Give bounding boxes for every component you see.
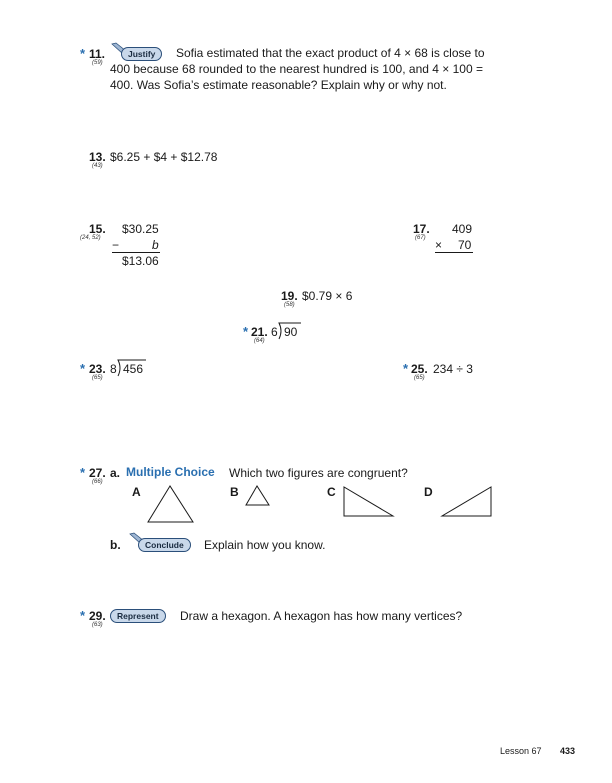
problem-number: 11.	[89, 47, 106, 61]
justify-tag: Justify	[121, 47, 162, 61]
part-b-label: b.	[110, 538, 121, 552]
times-sign: ×	[435, 238, 443, 252]
problem-number: 29.	[89, 609, 106, 623]
problem-text: Explain how you know.	[204, 538, 326, 552]
problem-text: Which two figures are congruent?	[229, 466, 408, 480]
star-marker: *	[80, 46, 86, 61]
minus-sign: −	[112, 238, 120, 252]
multiplier: 70	[458, 238, 472, 252]
figure-label-b: B	[230, 485, 239, 499]
multiplicand: 409	[452, 222, 473, 236]
problem-text: $0.79 × 6	[302, 289, 353, 303]
lesson-ref: (65)	[414, 375, 425, 381]
multiple-choice-label: Multiple Choice	[126, 465, 215, 479]
lesson-ref: (24, 52)	[80, 235, 101, 241]
problem-number: 21.	[251, 325, 268, 339]
figure-label-a: A	[132, 485, 141, 499]
triangle-b-icon	[244, 485, 272, 507]
divisor: 6	[271, 325, 278, 339]
problem-number: 15.	[89, 222, 106, 236]
star-marker: *	[80, 465, 86, 480]
dividend: 90	[284, 325, 298, 339]
lesson-ref: (66)	[92, 479, 103, 485]
variable-b: b	[152, 238, 159, 252]
lesson-ref: (58)	[284, 302, 295, 308]
figure-label-d: D	[424, 485, 433, 499]
triangle-c-icon	[342, 485, 396, 519]
lesson-ref: (65)	[92, 375, 103, 381]
problem-text: 400 because 68 rounded to the nearest hundred is 100, and 4 × 100 =	[110, 62, 483, 76]
difference: $13.06	[122, 254, 159, 268]
lesson-ref: (63)	[92, 622, 103, 628]
problem-number: 17.	[413, 222, 430, 236]
part-a-label: a.	[110, 466, 121, 480]
problem-text: 400. Was Sofia’s estimate reasonable? Explain why or why not.	[110, 78, 447, 92]
problem-number: 13.	[89, 150, 106, 164]
problem-number: 27.	[89, 466, 106, 480]
conclude-tag: Conclude	[138, 538, 191, 552]
lesson-label: Lesson 67	[500, 746, 542, 756]
represent-tag: Represent	[110, 609, 166, 623]
minuend: $30.25	[122, 222, 159, 236]
answer-line	[435, 252, 473, 253]
figure-label-c: C	[327, 485, 336, 499]
star-marker: *	[80, 608, 86, 623]
lesson-ref: (67)	[415, 235, 426, 241]
page-number: 433	[560, 746, 576, 756]
problem-number: 23.	[89, 362, 106, 376]
lesson-ref: (43)	[92, 163, 103, 169]
problem-number: 19.	[281, 289, 298, 303]
problem-number: 25.	[411, 362, 428, 376]
star-marker: *	[80, 361, 86, 376]
problem-text: Sofia estimated that the exact product of 4 × 68 is close to	[176, 46, 485, 60]
divisor: 8	[110, 362, 117, 376]
problem-text: Draw a hexagon. A hexagon has how many vertices?	[180, 609, 463, 623]
lesson-ref: (64)	[254, 338, 265, 344]
lesson-ref: (59)	[92, 60, 103, 66]
triangle-d-icon	[440, 485, 494, 519]
problem-text: 234 ÷ 3	[433, 362, 473, 376]
triangle-a-icon	[146, 485, 196, 525]
star-marker: *	[403, 361, 409, 376]
problem-text: $6.25 + $4 + $12.78	[110, 150, 218, 164]
star-marker: *	[243, 324, 249, 339]
dividend: 456	[123, 362, 144, 376]
